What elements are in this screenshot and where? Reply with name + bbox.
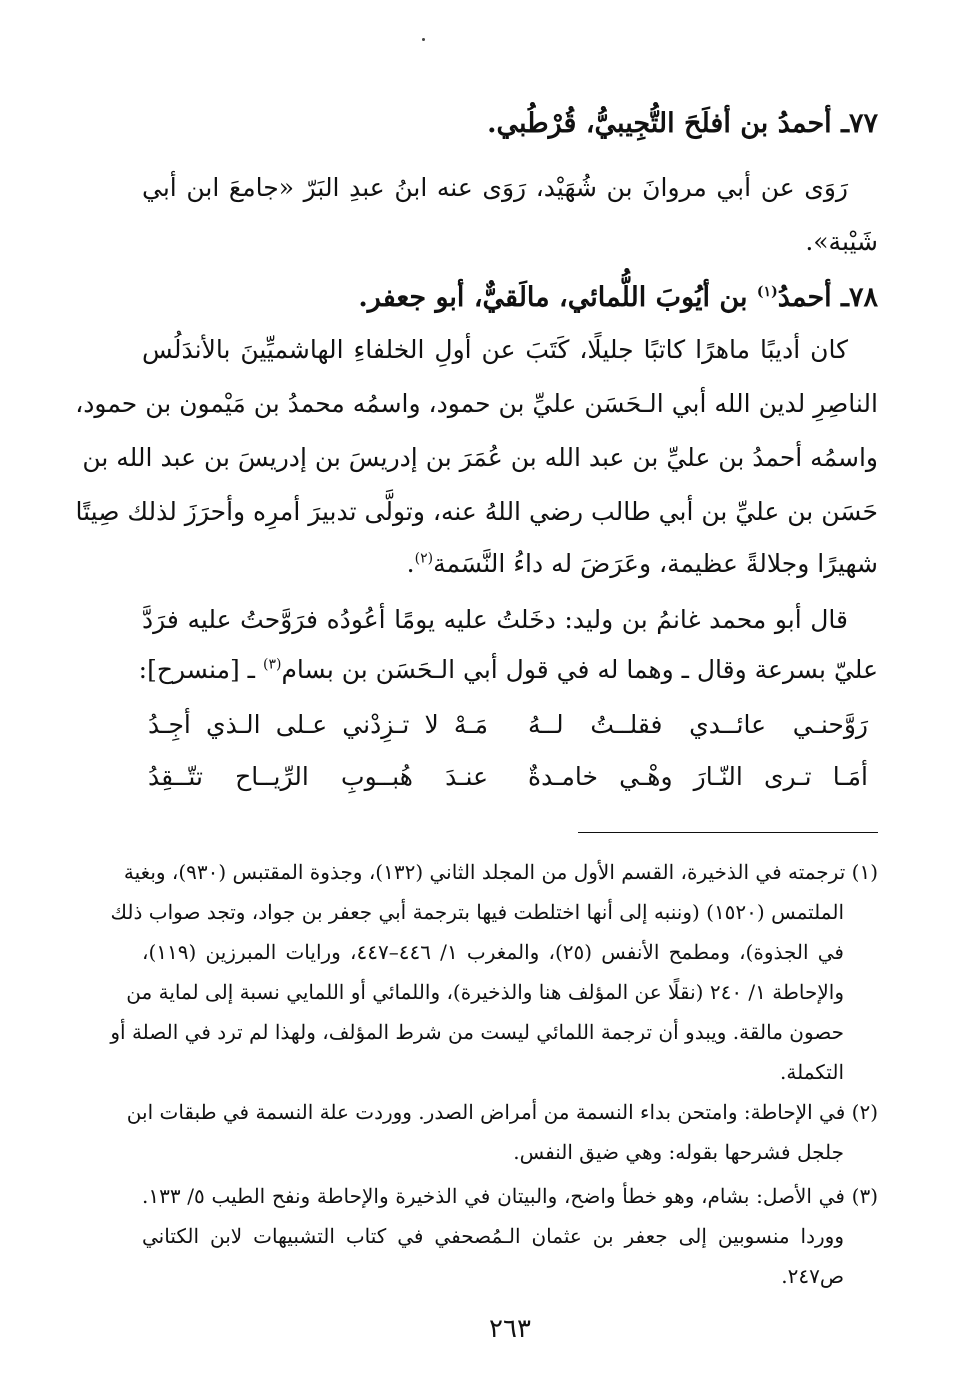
entry-78-title-start: ٧٨ـ أحمدُ — [777, 282, 878, 313]
entry-78-line-5-end: . — [406, 549, 415, 578]
verse-1-first-hemistich: رَوَّحنـي عائــدي فقلــتُ لــهُ — [528, 710, 868, 739]
book-page — [75, 0, 878, 1399]
footnote-ref-2: (٢) — [414, 550, 434, 567]
verse-1-second-hemistich: مَـهْ لا تـزِدْني عـلى الـذي أجِـدُ — [148, 710, 488, 739]
entry-78-para2-line-2-text: عليّ بسرعة وقال ـ وهما له في قول أبي الـحَسَن بن بسام — [281, 655, 878, 684]
footnote-2-line-1: (٢) في الإحاطة: وامتحن بداء النسمة من أمراض الصدر. ووردت علة النسمة في طبقات ابن — [126, 1100, 878, 1124]
entry-78-line-2: الناصِرِ لدين الله أبي الـحَسَن عليِّ بن حمود، واسمُه محمدُ بن مَيْمون بن حمود، — [75, 389, 878, 418]
footnote-3-line-2: ووردا منسوبين إلى جعفر بن عثمان الـمُصحفي في كتاب التشبيهات لابن الكتاني — [142, 1224, 844, 1248]
entry-77-line-1: رَوَى عن أبي مروانَ بن شُهَيْد، رَوَى عنه ابنُ عبدِ البَرّ «جامعَ ابن أبي — [142, 173, 848, 202]
entry-78-line-5-text: شهيرًا وجلالةً عظيمة، وعَرَضَ له داءُ النَّسَمة — [433, 549, 878, 578]
footnote-1-line-1: (١) ترجمته في الذخيرة، القسم الأول من المجلد الثاني (١٣٢)، وجذوة المقتبس (٩٣٠)، وبغية — [123, 860, 878, 884]
entry-78-line-4: حَسَن بن عليِّ بن أبي طالب رضي اللهُ عنه، وتولَّى تدبيرَ أمرِه وأحرَزَ لذلك صِيتًا — [75, 497, 878, 526]
entry-78-title-end: بن أيُوبَ اللُّمائي، مالَقيٌّ، أبو جعفر. — [358, 282, 757, 313]
verse-2-first-hemistich: أمَـا تـرى النّـارَ وهْـي خامـدةٌ — [528, 762, 868, 791]
footnote-1-line-3: في الجذوة)، ومطمح الأنفس (٢٥)، والمغرب ١/ ٤٤٦–٤٤٧، ورايات المبرزين (١١٩)، — [142, 940, 844, 964]
verse-2-second-hemistich: عنـدَ هُبــوبِ الرِّيــاح تتّــقِدُ — [148, 762, 488, 791]
entry-78-line-5 — [142, 544, 878, 584]
page-speck — [422, 38, 425, 41]
entry-78-para2-line-2 — [138, 650, 878, 690]
entry-78-para2-line-2-end: ـ [منسرح]: — [138, 655, 263, 684]
page-number: ٢٦٣ — [489, 1314, 531, 1344]
footnote-2-line-2: جلجل فشرحها بقوله: وهي ضيق النفس. — [513, 1140, 844, 1164]
verse-1 — [148, 704, 868, 746]
footnote-ref-3: (٣) — [262, 656, 282, 673]
entry-77-line-2: شَيْبة». — [805, 227, 878, 256]
verse-2 — [148, 756, 868, 798]
entry-78-title — [142, 278, 878, 318]
entry-78-line-1: كان أديبًا ماهرًا كاتبًا جليلًا، كَتَبَ عن أولِ الخلفاءِ الهاشميِّينَ بالأندَلُس — [142, 335, 848, 364]
footnote-3-line-1: (٣) في الأصل: بشام، وهو خطأ واضح، والبيتان في الذخيرة والإحاطة ونفح الطيب ٥/ ١٣٣. — [142, 1184, 878, 1208]
footnote-1-line-4: والإحاطة ١/ ٢٤٠ (نقلًا عن المؤلف هنا والذخيرة)، واللمائي أو اللمايي نسبة إلى لماية من — [126, 980, 844, 1004]
footnote-3-line-3: ص٢٤٧. — [781, 1264, 844, 1288]
entry-77-title: ٧٧ـ أحمدُ بن أفلَحَ التُّجِيبيُّ، قُرْطُبي. — [487, 108, 878, 139]
footnote-separator — [578, 832, 878, 833]
footnote-1-line-2: الملتمس (١٥٢٠) (وننبه إلى أنها اختلطت فيها بترجمة أبي جعفر بن جواد، وتجد صواب ذلك — [110, 900, 844, 924]
footnote-1-line-6: التكملة. — [780, 1060, 844, 1084]
entry-78-line-3: واسمُه أحمدُ بن عليِّ بن عبد الله بن عُمَرَ بن إدريسَ بن إدريسَ بن عبد الله بن — [82, 443, 878, 472]
entry-78-para2-line-1: قال أبو محمد غانمُ بن وليد: دخَلتُ عليه يومًا أعُودُه فرَوَّحتُ عليه فرَدَّ — [142, 605, 848, 634]
footnote-ref-1: (١) — [756, 284, 778, 300]
footnote-1-line-5: حصون مالقة. ويبدو أن ترجمة اللمائي ليست من شرط المؤلف، ولهذا لم ترد في الصلة أو — [110, 1020, 844, 1044]
